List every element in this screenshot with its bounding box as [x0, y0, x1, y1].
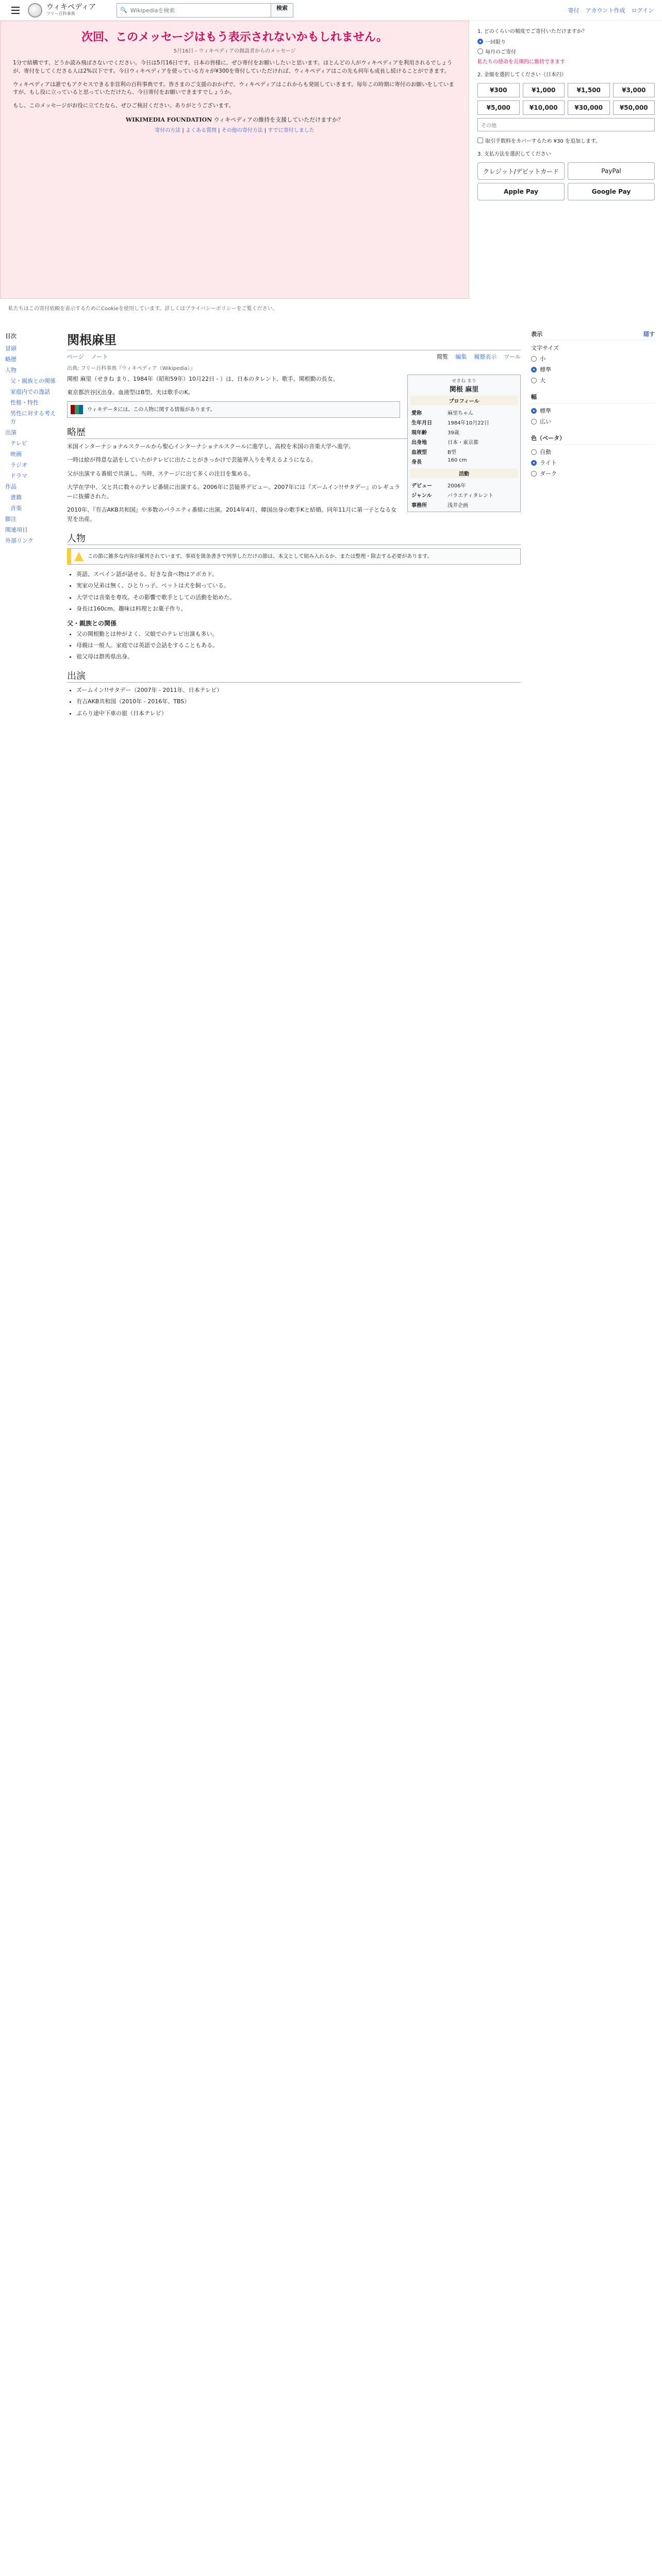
article-body	[67, 375, 521, 718]
amount-button[interactable]: ¥5,000	[477, 100, 520, 115]
infobox-table	[410, 480, 518, 510]
tool-option[interactable]: ライト	[531, 459, 655, 467]
toc-item[interactable]: 書籍	[10, 494, 22, 501]
radio-icon	[531, 378, 537, 383]
site-subtitle: フリー百科事典	[46, 11, 75, 16]
section-heading: 略歴	[67, 425, 521, 439]
tab-page[interactable]: ページ	[67, 353, 84, 360]
radio-icon	[531, 356, 537, 362]
search-icon: 🔍	[120, 7, 127, 13]
toc-item[interactable]: 出演	[5, 429, 16, 436]
list-item: • 有吉AKB共和国（2010年 - 2016年、TBS）	[76, 697, 521, 706]
table-of-contents	[5, 330, 57, 547]
search-placeholder: Wikipediaを検索	[130, 7, 175, 14]
section-heading: 出演	[67, 669, 521, 683]
infobox-row: 現年齢 39歳	[411, 430, 459, 436]
main-menu-button[interactable]	[8, 3, 23, 18]
search-input[interactable]	[117, 3, 271, 18]
fee-checkbox[interactable]: 取引手数料をカバーするため ¥30 を追加します。	[477, 137, 655, 144]
monthly-note: 私たちの使命を長期的に維持できます	[477, 59, 565, 65]
amount-button[interactable]: ¥1,000	[523, 83, 565, 97]
toc-item[interactable]: 男性に対する考え方	[10, 410, 56, 425]
infobox-row: 血液型 B型	[411, 450, 456, 455]
toc-item[interactable]: 脚注	[5, 516, 16, 522]
frequency-question: 1. どのくらいの頻度でご寄付いただけますか？	[477, 29, 587, 35]
appearance-tools	[531, 330, 655, 486]
banner-paragraph: もし、このメッセージがお役に立てたなら、ぜひご検討ください。ありがとうございます。	[13, 103, 235, 109]
toc-item[interactable]: テレビ	[10, 440, 27, 447]
section-heading: 人物	[67, 531, 521, 545]
checkbox-icon	[477, 138, 483, 143]
radio-icon	[531, 460, 537, 466]
radio-icon	[531, 367, 537, 372]
bullet-list	[67, 570, 521, 614]
login-link[interactable]: ログイン	[631, 7, 654, 14]
page-tabs	[67, 352, 521, 361]
radio-icon	[531, 449, 537, 455]
tool-label: 文字サイズ	[531, 345, 559, 351]
infobox-row: ジャンル バラエティタレント	[411, 493, 493, 499]
wikipedia-globe-icon	[28, 3, 42, 18]
amount-question: 2. 金額を選択してください（日本円）	[477, 72, 567, 78]
article	[67, 330, 521, 720]
top-bar	[0, 0, 662, 21]
toc-title: 目次	[5, 333, 16, 340]
list-item: • 母親は一般人。家庭では英語で会話をすることもある。	[76, 641, 521, 650]
paragraph: 2010年、『有吉AKB共和国』や多数のバラエティ番組に出演。2014年4月、韓国出身の歌手Kと結婚。同年11月に第一子となる女児を出産。	[67, 506, 397, 523]
amount-button[interactable]: ¥3,000	[613, 83, 655, 97]
google-pay-button[interactable]: Google Pay	[568, 183, 655, 200]
site-logo[interactable]	[28, 3, 96, 18]
tool-option[interactable]: 自動	[531, 448, 655, 456]
create-account-link[interactable]: アカウント作成	[585, 7, 625, 14]
banner-link[interactable]: すでに寄付しました	[268, 127, 315, 133]
tab-tools[interactable]: ツール	[504, 353, 521, 360]
banner-subtitle: 5月16日 - ウィキペディアの創設者からのメッセージ	[173, 48, 296, 54]
amount-button[interactable]: ¥50,000	[613, 100, 655, 115]
tab-read[interactable]: 閲覧	[437, 353, 449, 360]
tool-option[interactable]: 標準	[531, 406, 655, 415]
tool-option[interactable]: 小	[531, 354, 655, 363]
other-amount-input[interactable]: その他	[477, 118, 655, 131]
wikidata-box: ウィキデータには、この人物に関する情報があります。	[67, 401, 400, 418]
tool-group	[531, 393, 655, 426]
hide-button[interactable]: 隠す	[643, 331, 655, 337]
banner-link[interactable]: その他の寄付方法	[221, 127, 263, 133]
donate-panel	[473, 23, 659, 244]
list-item: • ぶらり途中下車の旅（日本テレビ）	[76, 709, 521, 718]
infobox-row: デビュー 2006年	[411, 483, 466, 489]
banner-paragraph: ウィキペディアは誰でもアクセスできる非営利の百科事典です。皆さまのご支援のおかげで、ウィキペディアはこれからも発展していきます。毎年この時期に寄付のお願いをしていますが、もし役に立っていると思っていただけたら、今日寄付をお願いできますでしょうか。	[13, 81, 454, 96]
tool-group-title: 色（ベータ）	[531, 435, 565, 442]
banner-links: 寄付の方法 | よくある質問 | その他の寄付方法 | すでに寄付しました	[155, 127, 315, 133]
infobox-row: 身長 160 cm	[411, 457, 467, 465]
list-item: • 父の関根勤とは仲がよく、父娘でのテレビ出演も多い。	[76, 630, 521, 639]
infobox-row: 事務所 浅井企画	[411, 503, 468, 509]
radio-icon	[477, 48, 483, 54]
infobox-header: プロフィール	[410, 396, 518, 405]
donate-link[interactable]: 寄付	[568, 7, 580, 14]
banner-title: 次回、このメッセージはもう表示されないかもしれません。	[81, 31, 388, 44]
toc-item[interactable]: 外部リンク	[5, 537, 34, 544]
toc-item[interactable]: 冒頭	[5, 345, 16, 352]
page-title: 関根麻里	[67, 330, 521, 350]
tool-group	[531, 434, 655, 478]
amount-button[interactable]: ¥1,500	[568, 83, 610, 97]
toc-item[interactable]: 父・親族との関係	[10, 378, 56, 384]
fundraising-banner	[0, 21, 469, 299]
tool-option[interactable]: ダーク	[531, 469, 655, 478]
list-item: • ズームイン!!サタデー（2007年 - 2011年、日本テレビ）	[76, 686, 521, 695]
infobox-row: 生年月日 1984年10月22日	[411, 420, 489, 426]
toc-item[interactable]: 略歴	[5, 356, 16, 363]
payment-methods	[477, 162, 655, 200]
paragraph: 一時は絵が得意な話をしていたがテレビに出たことがきっかけで芸能界入りを考えるようになる。	[67, 456, 317, 464]
amount-button[interactable]: ¥300	[477, 83, 520, 97]
amount-grid	[477, 83, 655, 131]
infobox-header: 活動	[410, 468, 518, 478]
tab-history[interactable]: 履歴表示	[474, 353, 497, 360]
list-item: • 実家の兄弟は無く、ひとりっ子。ペットは犬を飼っている。	[76, 581, 521, 590]
paragraph: 大学在学中、父と共に数々のテレビ番組に出演する。2006年に芸能界デビュー。2007年には『ズームイン!!サタデー』のレギュラーに抜擢された。	[67, 483, 400, 500]
card-pay-button[interactable]: クレジット/デビットカード	[477, 162, 565, 180]
method-question: 3. 支払方法を選択してください	[477, 151, 551, 157]
tab-talk[interactable]: ノート	[91, 353, 108, 360]
toc-item[interactable]: 性格・特性	[10, 399, 39, 406]
cookie-notice: 私たちはこの寄付依頼を表示するためにCookieを使用しています。詳しくはプライバシーポリシーをご覧ください。	[8, 306, 278, 312]
banner-link[interactable]: よくある質問	[185, 127, 217, 133]
site-name: ウィキペディア	[46, 3, 96, 11]
amount-button[interactable]: ¥30,000	[568, 100, 610, 115]
toc-item[interactable]: 作品	[5, 483, 16, 490]
paragraph: 父が出演する番組で共演し、当時、ステージに出て多くの注目を集める。	[67, 470, 254, 477]
toc-item[interactable]: 人物	[5, 367, 16, 374]
list-item: • 大学では音楽を専攻。その影響で歌手としての活動を始めた。	[76, 593, 521, 602]
warning-icon	[74, 552, 84, 561]
lead-paragraph: 関根 麻里（せきね まり、1984年（昭和59年）10月22日 - ）は、日本のタレント、歌手。関根勤の長女。	[67, 376, 339, 382]
toc-item[interactable]: 音楽	[10, 505, 22, 512]
toc-item[interactable]: ラジオ	[10, 462, 27, 468]
tool-group-title: 幅	[531, 394, 537, 400]
tool-option[interactable]: 広い	[531, 417, 655, 426]
bullet-list	[67, 630, 521, 662]
banner-paragraph: 1分で結構です、どうか読み飛ばさないでください。今日は5月16日です。日本の皆様に、ぜひ寄付をお願いしたいと思います。ほとんどの人がウィキペディアを利用されるでしょうが、寄付をしてくださる人は2%以下です。今日ウィキペディアを使っている方々が¥300を寄付していただければ、ウィキペディアはこの先も何年も成長し続けることができます。	[13, 60, 453, 74]
freq-monthly-option[interactable]: 毎月のご寄付	[477, 47, 655, 55]
radio-icon	[531, 419, 537, 425]
toc-item[interactable]: ドラマ	[10, 472, 27, 479]
personal-tools	[568, 6, 654, 14]
apple-pay-button[interactable]: Apple Pay	[477, 183, 565, 200]
tab-edit[interactable]: 編集	[455, 353, 467, 360]
paragraph: 米国インターナショナルスクールから聖心インターナショナルスクールに進学し、高校を米国の音楽大学へ進学。	[67, 443, 355, 450]
tool-group	[531, 330, 655, 384]
list-item: • 身長は160cm。趣味は料理とお菓子作り。	[76, 604, 521, 614]
lead-paragraph: 東京都渋谷区出身。血液型はB型。夫は歌手のK。	[67, 389, 194, 396]
toc-item[interactable]: 家庭内での逸話	[10, 388, 50, 395]
infobox-table	[410, 408, 518, 466]
amount-button[interactable]: ¥10,000	[523, 100, 565, 115]
article-source: 出典: フリー百科事典『ウィキペディア（Wikipedia）』	[67, 366, 195, 371]
radio-icon	[477, 39, 483, 44]
tool-group-title: 表示	[531, 331, 542, 337]
toc-item[interactable]: 映画	[10, 451, 22, 457]
list-item: • 英語、スペイン語が話せる。好きな食べ物はアボカド。	[76, 570, 521, 579]
list-item: • 祖父母は群馬県出身。	[76, 652, 521, 662]
tool-option[interactable]: 大	[531, 376, 655, 384]
infobox-row: 愛称 麻里ちゃん	[411, 411, 473, 416]
bullet-list	[67, 686, 521, 718]
paypal-button[interactable]: PayPal	[568, 162, 655, 180]
freq-once-option[interactable]: 一回限り	[477, 38, 655, 45]
infobox-row: 出身地 日本・東京都	[411, 440, 478, 446]
infobox-name: 関根 麻里	[449, 386, 479, 394]
search-form	[117, 3, 293, 18]
subsection-heading: 父・親族との関係	[67, 619, 117, 627]
search-button[interactable]: 検索	[271, 3, 293, 18]
tool-option[interactable]: 標準	[531, 365, 655, 374]
radio-icon	[531, 471, 537, 477]
infobox-kana: せきね まり	[452, 379, 476, 384]
wikimedia-logo: WIKIMEDIA FOUNDATION ウィキペディアの維持を支援していただけますか？	[125, 116, 344, 123]
infobox	[407, 375, 521, 512]
cleanup-notice: この節に雑多な内容が羅列されています。事項を箇条書きで列挙しただけの節は、本文として組み入れるか、または整理・除去する必要があります。	[67, 548, 521, 565]
toc-item[interactable]: 関連項目	[5, 527, 28, 533]
wikidata-icon	[71, 405, 83, 414]
radio-icon	[531, 408, 537, 414]
banner-link[interactable]: 寄付の方法	[155, 127, 181, 133]
